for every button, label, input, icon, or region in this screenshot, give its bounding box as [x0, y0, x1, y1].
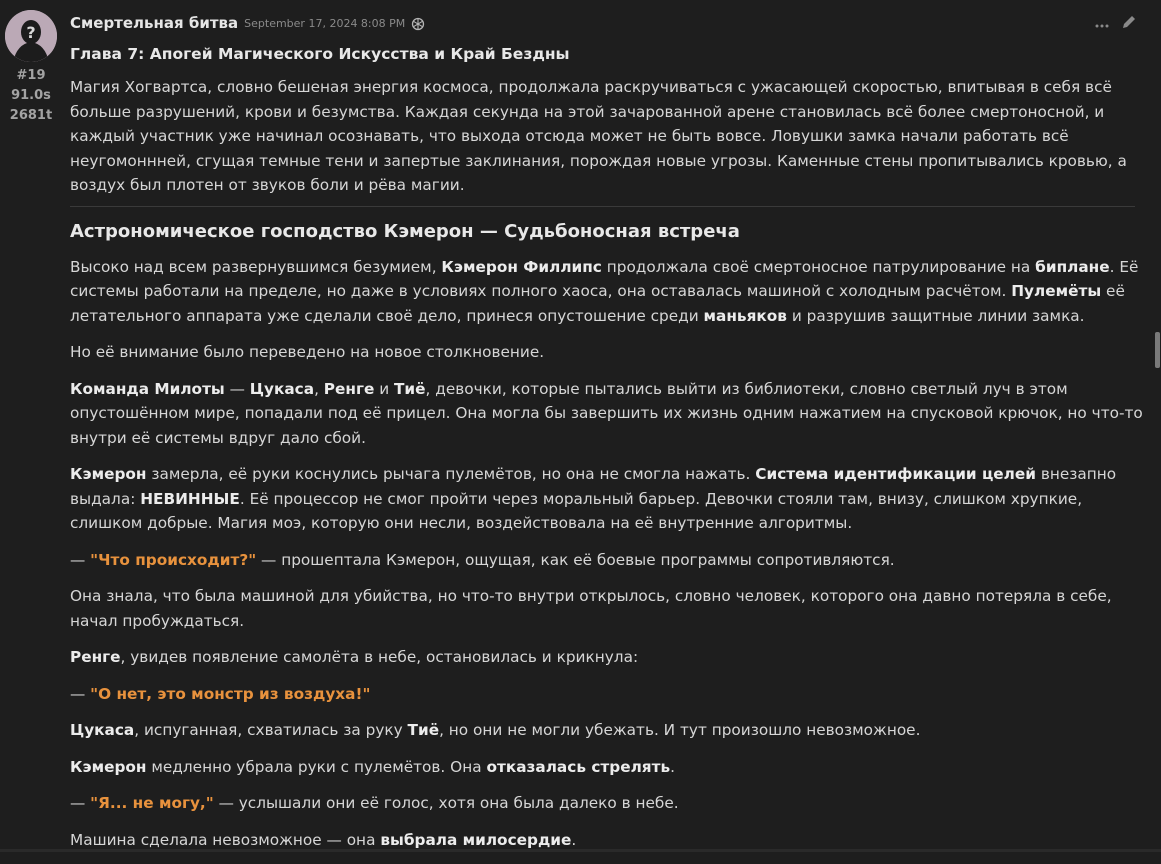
paragraph: Она знала, что была машиной для убийства, но что-то внутри открылось, словно человек, которого она давно потеряла в себе, начал пробуждаться.: [70, 587, 1112, 630]
chapter-title: Глава 7: Апогей Магического Искусства и Край Бездны: [70, 45, 570, 63]
ellipsis-icon[interactable]: [1095, 16, 1109, 32]
paragraph: Ренге, увидев появление самолёта в небе, остановилась и крикнула:: [70, 648, 639, 666]
paragraph: Цукаса, испуганная, схватилась за руку Тиё, но они не могли убежать. И тут произошло невозможное.: [70, 721, 921, 739]
post-tools: [1095, 14, 1137, 34]
avatar[interactable]: [5, 10, 57, 62]
paragraph: Высоко над всем развернувшимся безумием, Кэмерон Филлипс продолжала своё смертоносное патрулирование на биплане. Её системы работали на пределе, но даже в условиях полного хаоса, она оставалась машиной с холодным расчётом. Пулемёты её летательного аппарата уже сделали своё дело, принеся опустошение среди маньяков и разрушив защитные линии замка.: [70, 257, 1139, 325]
divider: [70, 206, 1135, 207]
post-content: [70, 42, 1145, 864]
silhouette-icon: [5, 10, 57, 62]
post-header: [70, 10, 1141, 36]
intro-paragraph: Магия Хогвартса, словно бешеная энергия космоса, продолжала раскручиваться с ужасающей скоростью, впитывая в себя всё больше разрушений, крови и безумства. Каждая секунда на этой зачарованной арене становилась всё более смертоносной, и каждый участник уже начинал осознавать, что выхода отсюда может не быть вовсе. Ловушки замка начали работать всё неугомоннней, сгущая темные тени и запертые заклинания, порождая новые угрозы. Каменные стены пропитывались кровью, а воздух был плотен от звуков боли и рёва магии.: [70, 78, 1127, 194]
post-tokens: 2681t: [9, 108, 53, 123]
paragraph: Кэмерон замерла, её руки коснулись рычага пулемётов, но она не смогла нажать. Система идентификации целей внезапно выдала: НЕВИННЫЕ. Её процессор не смог пройти через моральный барьер. Девочки стояли там, внизу, слишком хрупкие, слишком добрые. Магия моэ, которую они несли, воздействовала на её внутренние алгоритмы.: [70, 465, 1117, 532]
dialogue: — "О нет, это монстр из воздуха!": [70, 684, 371, 703]
svg-text:?: ?: [26, 23, 36, 42]
openai-icon: [411, 16, 425, 30]
dialogue: — "Я... не могу," — услышали они её голос, хотя она была далеко в небе.: [70, 794, 679, 812]
section-title: Астрономическое господство Кэмерон — Судьбоносная встреча: [70, 220, 740, 242]
scroll-thumb[interactable]: [1155, 332, 1160, 368]
pencil-icon[interactable]: [1121, 14, 1137, 34]
paragraph: Кэмерон медленно убрала руки с пулемётов. Она отказалась стрелять.: [70, 757, 676, 776]
post-date[interactable]: September 17, 2024 8:08 PM: [244, 16, 406, 30]
dialogue: — "Что происходит?" — прошептала Кэмерон, ощущая, как её боевые программы сопротивляются.: [70, 550, 895, 569]
scrollbar[interactable]: [1153, 0, 1161, 852]
post-time: 91.0s: [11, 88, 51, 103]
paragraph: Машина сделала невозможное — она выбрала милосердие.: [70, 830, 577, 849]
paragraph: Команда Милоты — Цукаса, Ренге и Тиё, девочки, которые пытались выйти из библиотеки, словно светлый луч в этом опустошённом мире, попадали под её прицел. Она могла бы завершить их жизнь одним нажатием на спусковой крючок, но что-то внутри её системы вдруг дало сбой.: [70, 379, 1143, 447]
paragraph: Но её внимание было переведено на новое столкновение.: [70, 343, 545, 361]
author-name[interactable]: Смертельная битва: [70, 14, 239, 32]
post-number: #19: [16, 68, 46, 83]
